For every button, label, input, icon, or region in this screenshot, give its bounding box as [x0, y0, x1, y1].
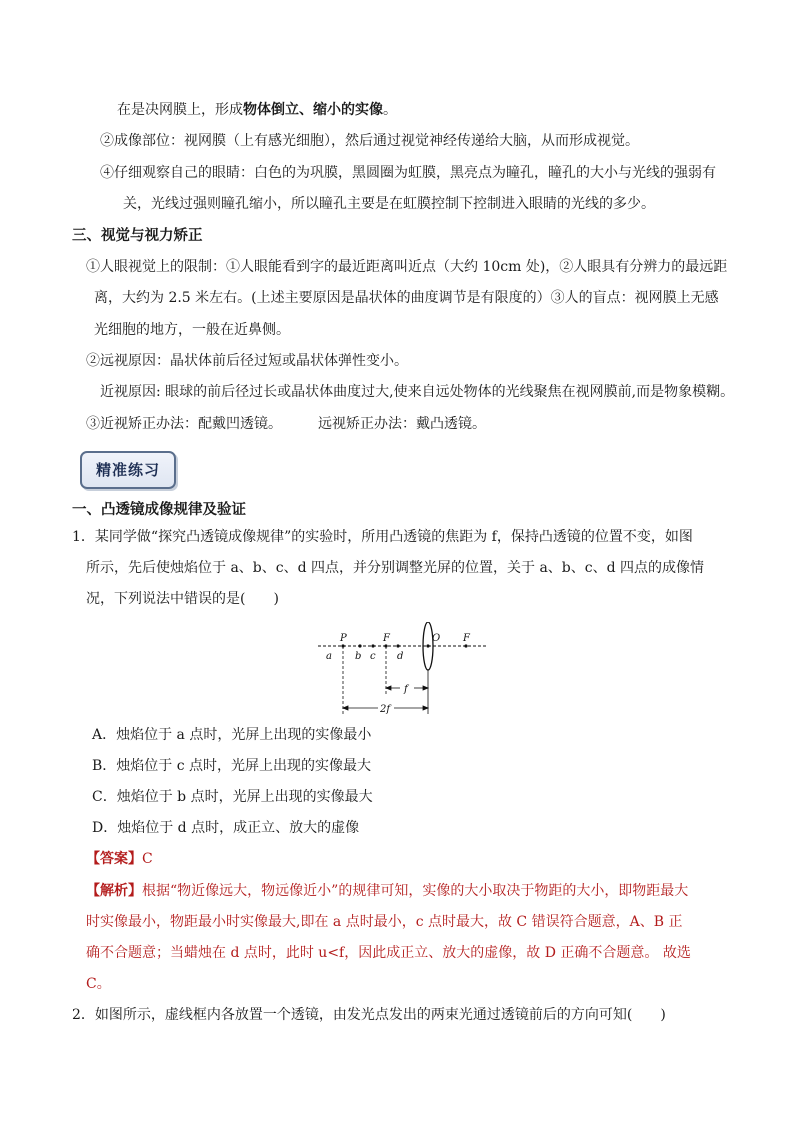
convex-lens-diagram: [318, 622, 490, 722]
note-eye-observation: ④仔细观察自己的眼睛：白色的为巩膜，黑圆圈为虹膜，黑亮点为瞳孔，瞳孔的大小与光线的强弱有: [100, 165, 716, 181]
analysis-line-2: 时实像最小，物距最小时实像最大,即在 a 点时最小，c 点时最大，故 C 错误符合题意，A、B 正: [86, 914, 683, 930]
farsight-correction: 远视矫正办法：戴凸透镜。: [318, 416, 486, 432]
practice-badge-label: 精准练习: [95, 461, 160, 479]
answer-label: 【答案】: [86, 851, 142, 867]
question-2-line-1: 2．如图所示，虚线框内各放置一个透镜，由发光点发出的两束光通过透镜前后的方向可知( ): [72, 1007, 666, 1023]
note-image-site: ②成像部位：视网膜（上有感光细胞），然后通过视觉神经传递给大脑，从而形成视觉。: [100, 133, 639, 149]
nearsight-cause: 近视原因: 眼球的前后径过长或晶状体曲度过大,使来自远处物体的光线聚焦在视网膜前,而是物象模糊。: [100, 384, 735, 400]
vision-limit-line-2: 离，大约为 2.5 米左右。(上述主要原因是晶状体的曲度调节是有限度的）③人的盲点：视网膜上无感: [94, 290, 719, 306]
question-1-line-2: 所示，先后使烛焰位于 a、b、c、d 四点，并分别调整光屏的位置，关于 a、b、c、d 四点的成像情: [86, 560, 705, 576]
vision-limit-line-3: 光细胞的地方，一般在近鼻侧。: [94, 322, 290, 338]
farsight-cause: ②远视原因：晶状体前后径过短或晶状体弹性变小。: [86, 353, 408, 369]
option-B[interactable]: B．烛焰位于 c 点时，光屏上出现的实像最大: [92, 758, 372, 774]
label-2f: 2f: [380, 704, 391, 715]
answer-line: [86, 849, 153, 869]
option-C[interactable]: C．烛焰位于 b 点时，光屏上出现的实像最大: [92, 789, 373, 805]
vision-limit-line-1: ①人眼视觉上的限制：①人眼能看到字的最近距离叫近点（大约 10cm 处)，②人眼具有分辨力的最远距: [86, 259, 728, 275]
answer-value: C: [142, 851, 153, 867]
practice-badge: [80, 451, 176, 489]
label-O: O: [432, 633, 441, 644]
option-D[interactable]: D．烛焰位于 d 点时，成正立、放大的虚像: [92, 820, 360, 836]
label-c: c: [370, 651, 376, 662]
note-eye-observation-cont: 关，光线过强则瞳孔缩小，所以瞳孔主要是在虹膜控制下控制进入眼睛的光线的多少。: [123, 196, 655, 212]
note-image-location: 在是决网膜上，形成物体倒立、缩小的实像。: [117, 102, 397, 118]
analysis-line-1: 【解析】根据“物近像远大，物远像近小”的规律可知，实像的大小取决于物距的大小，即物距最大: [86, 883, 689, 899]
question-1-line-3: 况，下列说法中错误的是( ): [86, 591, 279, 607]
practice-section-heading: 一、凸透镜成像规律及验证: [72, 502, 246, 518]
label-P: P: [340, 633, 347, 644]
label-b: b: [355, 651, 362, 662]
analysis-line-3: 确不合题意；当蜡烛在 d 点时，此时 u<f，因此成正立、放大的虚像，故 D 正确不合题意。 故选: [86, 945, 691, 961]
option-A[interactable]: A．烛焰位于 a 点时，光屏上出现的实像最小: [92, 727, 372, 743]
label-f: f: [404, 684, 408, 695]
section-3-heading: 三、视觉与视力矫正: [72, 228, 203, 244]
label-F-right: F: [463, 633, 470, 644]
nearsight-correction: ③近视矫正办法：配戴凹透镜。: [86, 416, 282, 432]
analysis-label: 【解析】: [86, 883, 142, 899]
question-1-line-1: 1．某同学做“探究凸透镜成像规律”的实验时，所用凸透镜的焦距为 f，保持凸透镜的位置不变，如图: [72, 529, 693, 545]
label-F-left: F: [383, 633, 390, 644]
label-a: a: [326, 651, 332, 662]
label-d: d: [397, 651, 404, 662]
analysis-line-4: C。: [86, 976, 111, 992]
